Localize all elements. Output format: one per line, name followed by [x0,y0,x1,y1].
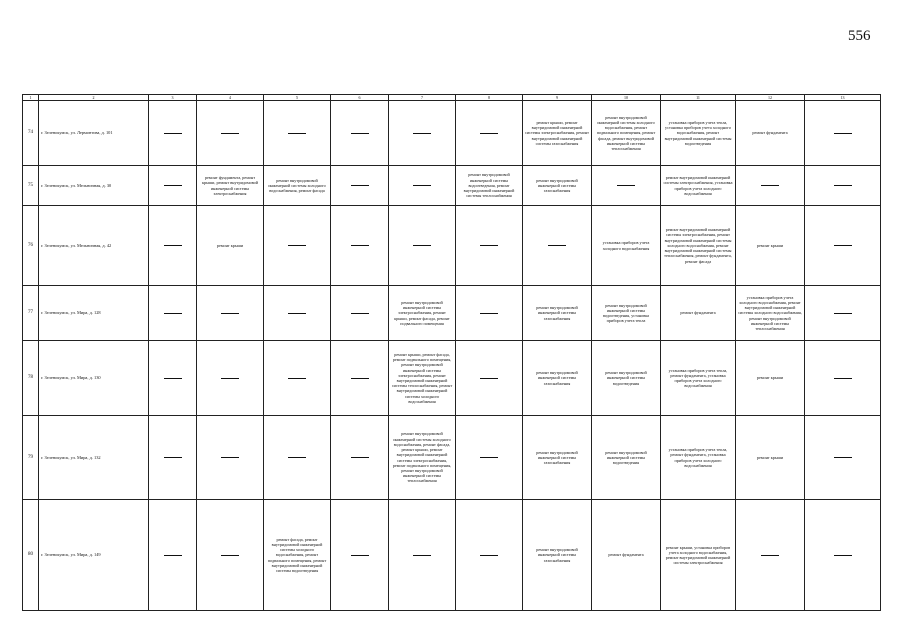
empty-cell [805,101,881,166]
work-cell: ремонт внутридомовой инженерной системы газоснабжения [523,286,592,341]
work-cell: ремонт внутридомовой инженерной системы холодного водоснабжения, ремонт подвального помещения, ремонт фасада, ремонт внутридомовой инженерной системы теплоснабжения [592,101,661,166]
dash-mark [221,555,239,556]
dash-mark [834,245,852,246]
dash-mark [288,313,306,314]
dash-mark [288,457,306,458]
work-cell: ремонт фундамента [592,500,661,611]
empty-cell [805,166,881,206]
empty-cell [736,500,805,611]
row-number: 75 [23,166,39,206]
dash-mark [834,457,852,458]
dash-mark [413,133,431,134]
empty-cell [197,341,264,416]
work-cell: ремонт внутридомовой инженерной системы газоснабжения [523,166,592,206]
column-number: 2 [39,95,149,101]
table-row [23,341,881,416]
work-cell: установка приборов учета тепла, установка приборов учета холодного водоснабжения, ремонт внутридомовой инженерной системы водоотведения [661,101,736,166]
work-cell: ремонт внутридомовой инженерной системы холодного водоснабжения, ремонт фасада, ремонт крыши, ремонт внутридомовой инженерной системы электроснабжения, ремонт подвального помещения, ремонт внутридомовой инженерной системы теплоснабжения [389,416,456,500]
table-row [23,101,881,166]
dash-mark [617,185,635,186]
dash-mark [761,185,779,186]
dash-mark [164,555,182,556]
column-number: 1 [23,95,39,101]
dash-mark [221,378,239,379]
empty-cell [264,341,331,416]
empty-cell [805,416,881,500]
empty-cell [456,286,523,341]
work-cell: ремонт крыши, ремонт внутридомовой инженерной системы электроснабжения, ремонт внутридомовой инженерной системы газоснабжения [523,101,592,166]
dash-mark [221,133,239,134]
dash-mark [834,313,852,314]
work-cell: ремонт внутридомовой инженерной системы водоотведения, установка приборов учета тепла [592,286,661,341]
work-cell: ремонт внутридомовой инженерной системы электроснабжения, установка приборов учета холодного водоснабжения [661,166,736,206]
row-number: 78 [23,341,39,416]
empty-cell [149,101,197,166]
work-cell: ремонт внутридомовой инженерной системы водоотведения, ремонт внутридомовой инженерной системы теплоснабжения [456,166,523,206]
empty-cell [197,286,264,341]
dash-mark [164,185,182,186]
work-cell: установка приборов учета тепла, ремонт фундамента, установка приборов учета холодного водоснабжения [661,341,736,416]
empty-cell [592,166,661,206]
empty-cell [805,206,881,286]
empty-cell [264,416,331,500]
work-cell: ремонт внутридомовой инженерной системы газоснабжения [523,341,592,416]
dash-mark [413,245,431,246]
column-number: 5 [264,95,331,101]
dash-mark [480,313,498,314]
empty-cell [149,416,197,500]
dash-mark [288,133,306,134]
empty-cell [331,500,389,611]
row-number: 80 [23,500,39,611]
work-cell: ремонт фасада, ремонт внутридомовой инженерной системы холодного водоснабжения, ремонт подвального помещения, ремонт внутридомовой инженерной системы водоотведения [264,500,331,611]
dash-mark [351,378,369,379]
dash-mark [480,245,498,246]
address-cell: г. Зеленокумск, ул. Мельничная, д. 42 [39,206,149,286]
table-row [23,500,881,611]
work-cell: установка приборов учета холодного водоснабжения [592,206,661,286]
empty-cell [456,341,523,416]
work-cell: установка приборов учета холодного водоснабжения, ремонт внутридомовой инженерной системы холодного водоснабжения, ремонт внутридомовой инженерной системы теплоснабжения [736,286,805,341]
column-number: 3 [149,95,197,101]
work-cell: ремонт внутридомовой инженерной системы газоснабжения [523,500,592,611]
address-cell: г. Зеленокумск, ул. Лермонтова, д. 101 [39,101,149,166]
empty-cell [264,206,331,286]
work-cell: ремонт внутридомовой инженерной системы водоотведения [592,416,661,500]
work-cell: ремонт крыши [736,206,805,286]
work-cell: ремонт внутридомовой инженерной системы газоснабжения [523,416,592,500]
row-number: 76 [23,206,39,286]
dash-mark [288,378,306,379]
dash-mark [480,555,498,556]
empty-cell [805,500,881,611]
empty-cell [197,500,264,611]
empty-cell [805,286,881,341]
dash-mark [221,457,239,458]
dash-mark [164,313,182,314]
empty-cell [736,166,805,206]
column-number: 10 [592,95,661,101]
empty-cell [264,286,331,341]
column-number: 11 [661,95,736,101]
dash-mark [164,457,182,458]
table-row [23,166,881,206]
works-table [22,94,881,611]
empty-cell [389,101,456,166]
empty-cell [389,166,456,206]
column-number: 4 [197,95,264,101]
column-number: 8 [456,95,523,101]
address-cell: г. Зеленокумск, ул. Мира, д. 149 [39,500,149,611]
work-cell: ремонт внутридомовой инженерной системы электроснабжения, ремонт внутридомовой инженерной системы холодного водоснабжения, ремонт внутридомовой инженерной системы теплоснабжения, ремонт фундамента, ремонт фасада [661,206,736,286]
address-cell: г. Зеленокумск, ул. Мира, д. 132 [39,416,149,500]
empty-cell [331,166,389,206]
empty-cell [523,206,592,286]
empty-cell [149,341,197,416]
dash-mark [761,555,779,556]
dash-mark [164,245,182,246]
empty-cell [197,101,264,166]
dash-mark [351,133,369,134]
dash-mark [351,313,369,314]
address-cell: г. Зеленокумск, ул. Мира, д. 128 [39,286,149,341]
empty-cell [389,206,456,286]
empty-cell [456,101,523,166]
empty-cell [456,416,523,500]
work-cell: ремонт внутридомовой инженерной системы электроснабжения, ремонт крыши, ремонт фасада, ремонт подвального помещения [389,286,456,341]
work-cell: ремонт фундамента [661,286,736,341]
empty-cell [456,206,523,286]
empty-cell [331,341,389,416]
row-number: 74 [23,101,39,166]
dash-mark [288,245,306,246]
dash-mark [164,378,182,379]
table-row [23,286,881,341]
dash-mark [221,313,239,314]
dash-mark [413,185,431,186]
table-row [23,416,881,500]
dash-mark [834,185,852,186]
page-number: 556 [848,28,871,44]
work-cell: ремонт крыши [736,341,805,416]
empty-cell [149,206,197,286]
dash-mark [351,245,369,246]
empty-cell [331,286,389,341]
work-cell: ремонт фундамента, ремонт крыши, ремонт внутридомовой инженерной системы электроснабжения [197,166,264,206]
row-number: 77 [23,286,39,341]
empty-cell [197,416,264,500]
address-cell: г. Зеленокумск, ул. Мира, д. 130 [39,341,149,416]
work-cell: ремонт крыши, ремонт фасада, ремонт подвального помещения, ремонт внутридомовой инженерной системы электроснабжения, ремонт внутридомовой инженерной системы теплоснабжения, ремонт внутридомовой инженерной системы холодного водоснабжения [389,341,456,416]
dash-mark [164,133,182,134]
column-number: 6 [331,95,389,101]
dash-mark [480,457,498,458]
empty-cell [331,416,389,500]
empty-cell [149,500,197,611]
dash-mark [413,555,431,556]
dash-mark [480,378,498,379]
dash-mark [351,555,369,556]
dash-mark [834,555,852,556]
row-number: 79 [23,416,39,500]
empty-cell [805,341,881,416]
empty-cell [149,166,197,206]
column-number: 9 [523,95,592,101]
table-row [23,206,881,286]
work-cell: установка приборов учета тепла, ремонт фундамента, установка приборов учета холодного водоснабжения [661,416,736,500]
work-cell: ремонт внутридомовой инженерной системы водоотведения [592,341,661,416]
address-cell: г. Зеленокумск, ул. Мельничная, д. 30 [39,166,149,206]
empty-cell [149,286,197,341]
empty-cell [264,101,331,166]
empty-cell [331,101,389,166]
column-number: 7 [389,95,456,101]
work-cell: ремонт фундамента [736,101,805,166]
dash-mark [834,133,852,134]
work-cell: ремонт крыши [736,416,805,500]
empty-cell [389,500,456,611]
column-number: 13 [805,95,881,101]
column-number: 12 [736,95,805,101]
work-cell: ремонт крыши [197,206,264,286]
empty-cell [456,500,523,611]
work-cell: ремонт крыши, установка приборов учета холодного водоснабжения, ремонт внутридомовой инженерной системы электроснабжения [661,500,736,611]
dash-mark [548,245,566,246]
dash-mark [480,133,498,134]
dash-mark [351,185,369,186]
work-cell: ремонт внутридомовой инженерной системы холодного водоснабжения, ремонт фасада [264,166,331,206]
dash-mark [351,457,369,458]
dash-mark [834,378,852,379]
empty-cell [331,206,389,286]
